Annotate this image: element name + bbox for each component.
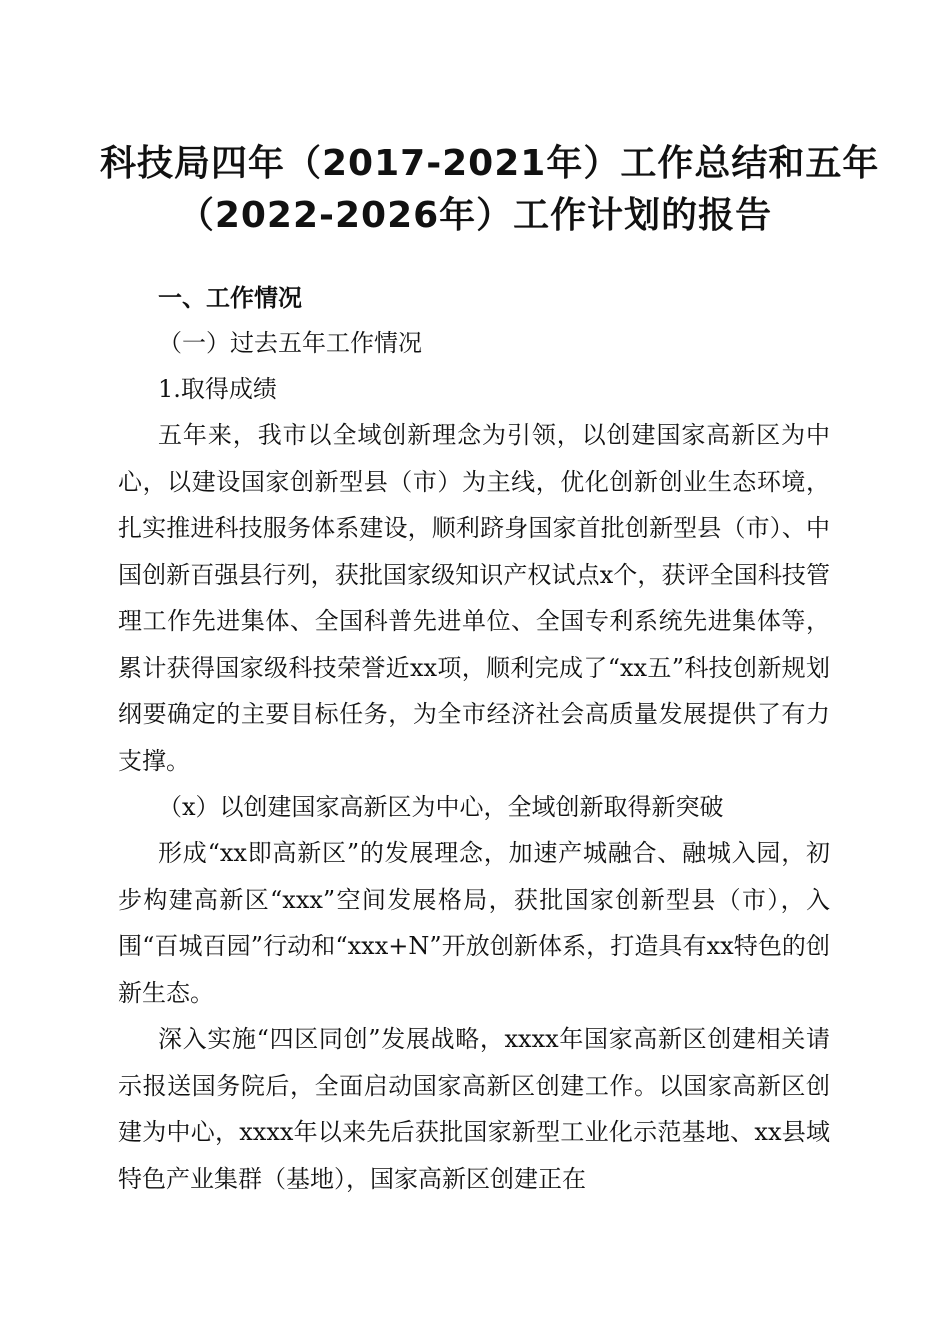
subsection-heading-past-five-years: （一）过去五年工作情况 (158, 329, 422, 357)
title-line-1: 科技局四年（2017-2021年）工作总结和五年 (100, 143, 880, 184)
paragraph-development-concept: 形成“xx即高新区”的发展理念，加速产城融合、融城入园，初步构建高新区“xxx”空间发展格局，获批国家创新型县（市），入围“百城百园”行动和“xxx+N”开放创新体系，打造具有xx特色的创新生态。 (118, 839, 830, 1007)
section-heading-work-status: 一、工作情况 (158, 284, 302, 312)
sub-item-heading-high-tech-zone: （x）以创建国家高新区为中心，全域创新取得新突破 (158, 793, 724, 821)
item-heading-achievements: 1.取得成绩 (158, 375, 277, 403)
paragraph-achievements: 五年来，我市以全域创新理念为引领，以创建国家高新区为中心，以建设国家创新型县（市）为主线，优化创新创业生态环境，扎实推进科技服务体系建设，顺利跻身国家首批创新型县（市）、中国创新百强县行列，获批国家级知识产权试点x个，获评全国科技管理工作先进集体、全国科普先进单位、全国专利系统先进集体等，累计获得国家级科技荣誉近xx项，顺利完成了“xx五”科技创新规划纲要确定的主要目标任务，为全市经济社会高质量发展提供了有力支撑。 (118, 421, 830, 775)
document-title (100, 138, 880, 242)
paragraph-four-zones-strategy: 深入实施“四区同创”发展战略，xxxx年国家高新区创建相关请示报送国务院后，全面启动国家高新区创建工作。以国家高新区创建为中心，xxxx年以来先后获批国家新型工业化示范基地、xx县域特色产业集群（基地），国家高新区创建正在 (118, 1025, 830, 1193)
title-line-2: （2022-2026年）工作计划的报告 (177, 195, 773, 236)
document-body (118, 276, 830, 1202)
